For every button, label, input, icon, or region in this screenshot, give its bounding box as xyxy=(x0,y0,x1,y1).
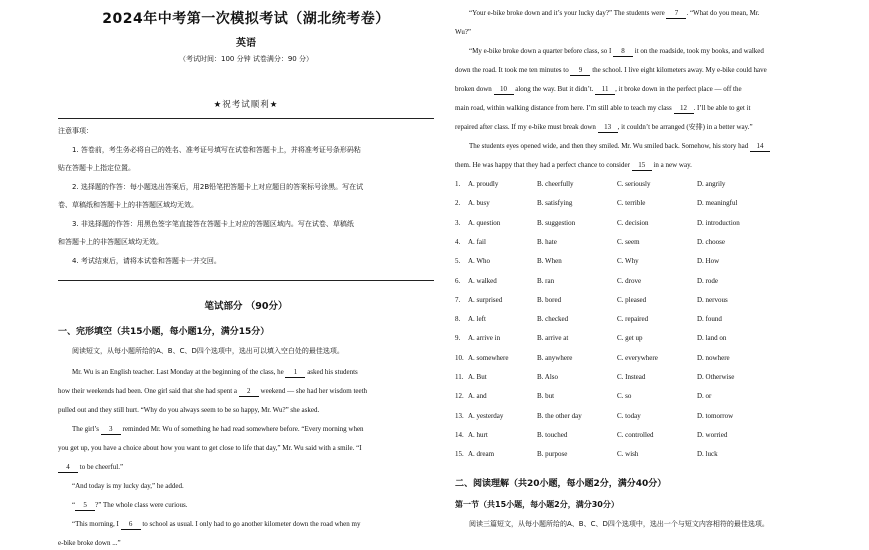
option-a: A. proudly xyxy=(468,180,499,188)
option-b: B. When xyxy=(537,257,562,266)
option-c: C. so xyxy=(617,392,632,401)
note-line: 4. 考试结束后，请将本试卷和答题卡一并交回。 xyxy=(72,257,221,265)
passage-line: “Your e-bike broke down and it’s your lucky day?” The students were 7 . “What do you mean, Mr. xyxy=(469,9,760,17)
option-a: A. somewhere xyxy=(468,353,509,362)
question-number: 9. xyxy=(455,334,461,343)
passage-line: “My e-bike broke down a quarter before class, so I 8 it on the roadside, took my books, and walked xyxy=(469,47,764,55)
option-b: B. ran xyxy=(537,276,555,285)
question-number: 14. xyxy=(455,430,464,439)
option-row xyxy=(455,373,835,383)
passage-line: “And today is my lucky day,” he added. xyxy=(72,482,184,490)
option-d: D. worried xyxy=(697,430,728,439)
option-d: D. introduction xyxy=(697,218,740,227)
option-b: B. Also xyxy=(537,373,559,381)
option-b: B. cheerfully xyxy=(537,180,574,188)
option-a: A. Who xyxy=(468,257,491,266)
option-c: C. everywhere xyxy=(617,353,658,362)
option-d: D. How xyxy=(697,257,720,266)
question-number: 8. xyxy=(455,315,461,324)
section2-subheading: 第一节（共15小题，每小题2分，满分30分） xyxy=(455,500,619,509)
option-b: B. checked xyxy=(537,315,569,324)
option-d: D. rode xyxy=(697,276,718,285)
passage-line: repaired after class. If my e-bike must break down 13 , it couldn’t be arranged (安排) in a better way.” xyxy=(455,123,753,131)
question-number: 10. xyxy=(455,353,464,362)
option-row xyxy=(455,296,835,306)
option-row xyxy=(455,431,835,441)
option-row xyxy=(455,199,835,209)
question-number: 2. xyxy=(455,199,461,208)
notes-heading: 注意事项： xyxy=(58,127,93,135)
passage-line: pulled out and they still hurt. “Why do you always seem to be so happy, Mr. Wu?” she asked. xyxy=(58,406,320,414)
option-a: A. left xyxy=(468,315,486,324)
good-luck-line: ★祝考试顺利★ xyxy=(213,100,279,110)
option-row xyxy=(455,334,835,344)
right-column xyxy=(455,0,835,550)
option-a: A. arrive in xyxy=(468,334,501,343)
option-b: B. arrive at xyxy=(537,334,569,343)
question-number: 4. xyxy=(455,237,461,246)
option-b: B. hate xyxy=(537,237,557,246)
passage-line: Wu?” xyxy=(455,28,472,36)
option-a: A. busy xyxy=(468,199,490,208)
question-number: 13. xyxy=(455,411,464,420)
option-c: C. terrible xyxy=(617,199,646,208)
option-c: C. drove xyxy=(617,276,642,285)
option-d: D. luck xyxy=(697,450,718,459)
option-a: A. walked xyxy=(468,276,497,285)
option-a: A. dream xyxy=(468,450,495,459)
option-c: C. repaired xyxy=(617,315,649,324)
option-b: B. suggestion xyxy=(537,218,576,227)
passage-line: “This morning, I 6 to school as usual. I only had to go another kilometer down the road when my xyxy=(72,520,361,528)
option-d: D. or xyxy=(697,392,712,401)
option-c: C. Instead xyxy=(617,373,646,381)
option-c: C. controlled xyxy=(617,430,654,439)
option-d: D. land on xyxy=(697,334,727,343)
passage-line: down the road. It took me ten minutes to 9 the school. I live eight kilometers away. My e-bike could have xyxy=(455,66,767,74)
option-row xyxy=(455,315,835,325)
passage-line: how their weekends had been. One girl said that she had spent a 2 weekend — she had her wisdom teeth xyxy=(58,387,368,395)
option-row xyxy=(455,450,835,460)
option-b: B. the other day xyxy=(537,411,582,420)
section1-heading: 一、完形填空（共15小题，每小题1分，满分15分） xyxy=(58,327,270,337)
option-c: C. Why xyxy=(617,257,639,266)
passage-line: broken down 10 along the way. But it didn’t. 11 , it broke down in the perfect place — off the xyxy=(455,85,742,93)
question-number: 15. xyxy=(455,450,464,459)
option-a: A. and xyxy=(468,392,487,401)
option-a: A. hurt xyxy=(468,430,488,439)
question-number: 5. xyxy=(455,257,461,266)
question-number: 7. xyxy=(455,295,461,304)
exam-info: （考试时间：100 分钟 试卷满分：90 分） xyxy=(179,55,313,63)
option-row xyxy=(455,277,835,287)
option-d: D. meaningful xyxy=(697,199,738,208)
question-number: 11. xyxy=(455,373,464,381)
option-b: B. bored xyxy=(537,295,562,304)
question-number: 3. xyxy=(455,218,461,227)
option-b: B. purpose xyxy=(537,450,568,459)
option-d: D. nervous xyxy=(697,295,728,304)
option-a: A. question xyxy=(468,218,501,227)
option-row xyxy=(455,392,835,402)
passage-line: The students eyes opened wide, and then they smiled. Mr. Wu smiled back. Somehow, his story had 14 xyxy=(469,141,770,152)
section2-heading: 二、阅读理解（共20小题，每小题2分，满分40分） xyxy=(455,479,667,489)
note-line: 卷、草稿纸和答题卡上的非答题区域均无效。 xyxy=(58,201,198,209)
written-part-heading: 笔试部分 （90分） xyxy=(204,301,288,312)
passage-line: “ 5 ?” The whole class were curious. xyxy=(72,501,188,509)
option-row xyxy=(455,412,835,422)
subject-label: 英语 xyxy=(236,38,256,49)
option-c: C. decision xyxy=(617,218,649,227)
option-d: D. found xyxy=(697,315,722,324)
option-a: A. yesterday xyxy=(468,411,504,420)
passage-line: 4 to be cheerful.” xyxy=(58,462,123,473)
question-number: 12. xyxy=(455,392,464,401)
passage-line: The girl’s 3 reminded Mr. Wu of something he had read somewhere before. “Every morning when xyxy=(72,425,364,433)
passage-line: them. He was happy that they had a perfect chance to consider 15 in a new way. xyxy=(455,161,692,169)
passage-line: main road, within walking distance from here. I’m still able to teach my class 12 . I’ll be able to get it xyxy=(455,104,751,112)
option-d: D. choose xyxy=(697,237,725,246)
option-c: C. pleased xyxy=(617,295,647,304)
question-number: 6. xyxy=(455,276,461,285)
option-d: D. tomorrow xyxy=(697,411,734,420)
passage-line: Mr. Wu is an English teacher. Last Monday at the beginning of the class, he 1 asked his students xyxy=(72,368,358,376)
option-b: B. satisfying xyxy=(537,199,573,208)
option-row xyxy=(455,354,835,364)
passage-line: e-bike broke down ...” xyxy=(58,539,121,547)
divider xyxy=(58,118,434,119)
section1-instruction: 阅读短文，从每小题所给的A、B、C、D四个选项中，选出可以填入空白处的最佳选项。 xyxy=(72,347,344,355)
option-c: C. get up xyxy=(617,334,643,343)
question-number: 1. xyxy=(455,180,461,188)
note-line: 1. 答卷前，考生务必将自己的姓名、准考证号填写在试卷和答题卡上，并将准考证号条形码粘 xyxy=(72,146,361,154)
option-c: C. seem xyxy=(617,237,640,246)
option-d: D. Otherwise xyxy=(697,373,735,381)
left-column xyxy=(58,0,434,550)
note-line: 贴在答题卡上指定位置。 xyxy=(58,164,135,172)
note-line: 2. 选择题的作答：每小题选出答案后，用2B铅笔把答题卡上对应题目的答案标号涂黑。写在试 xyxy=(72,183,364,191)
option-b: B. touched xyxy=(537,430,568,439)
option-row xyxy=(455,257,835,267)
note-line: 和答题卡上的非答题区域均无效。 xyxy=(58,238,163,246)
exam-title: 2024年中考第一次模拟考试（湖北统考卷） xyxy=(102,11,390,27)
option-a: A. surprised xyxy=(468,295,503,304)
option-c: C. today xyxy=(617,411,641,420)
option-a: A. fail xyxy=(468,237,486,246)
option-row xyxy=(455,219,835,229)
note-line: 3. 非选择题的作答：用黑色签字笔直接答在答题卡上对应的答题区域内。写在试卷、草稿纸 xyxy=(72,220,354,228)
option-b: B. but xyxy=(537,392,555,401)
option-c: C. seriously xyxy=(617,180,651,188)
option-row xyxy=(455,238,835,248)
option-c: C. wish xyxy=(617,450,639,459)
option-row xyxy=(455,180,835,190)
option-d: D. nowhere xyxy=(697,353,730,362)
option-b: B. anywhere xyxy=(537,353,573,362)
passage-line: you get up, you have a choice about how you want to get close to life that day,” Mr. Wu said with a smile. “I xyxy=(58,444,362,452)
option-d: D. angrily xyxy=(697,180,726,188)
option-a: A. But xyxy=(468,373,487,381)
section2-instruction: 阅读三篇短文，从每小题所给的A、B、C、D四个选项中，选出一个与短文内容相符的最佳选项。 xyxy=(469,520,769,528)
divider xyxy=(58,280,434,281)
